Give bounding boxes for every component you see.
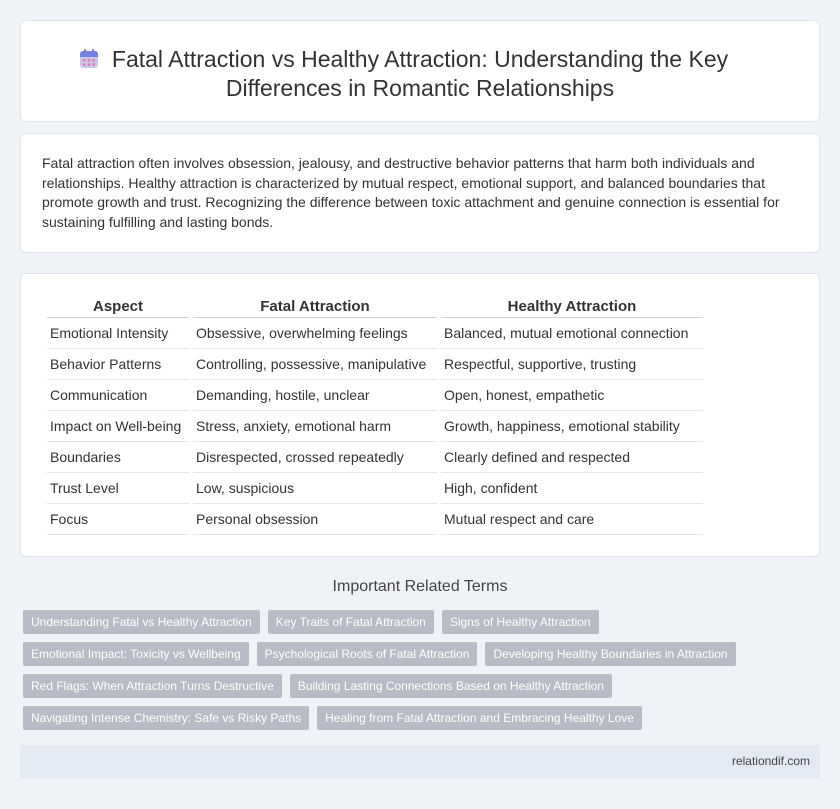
related-term-tag[interactable]: Developing Healthy Boundaries in Attraction [485, 642, 735, 666]
related-term-tag[interactable]: Psychological Roots of Fatal Attraction [257, 642, 478, 666]
table-row [47, 380, 703, 411]
comparison-table [43, 296, 707, 535]
column-header-aspect: Aspect [47, 296, 189, 318]
intro-card [20, 133, 820, 253]
related-term-tag[interactable]: Red Flags: When Attraction Turns Destructive [23, 674, 282, 698]
table-cell: Emotional Intensity [47, 318, 189, 349]
table-cell: Clearly defined and respected [441, 442, 703, 473]
tag-row [23, 642, 813, 666]
column-header-healthy: Healthy Attraction [441, 296, 703, 318]
table-row [47, 318, 703, 349]
table-cell: Growth, happiness, emotional stability [441, 411, 703, 442]
table-row [47, 349, 703, 380]
table-cell: Controlling, possessive, manipulative [193, 349, 437, 380]
table-cell: Demanding, hostile, unclear [193, 380, 437, 411]
table-cell: Trust Level [47, 473, 189, 504]
footer [20, 745, 820, 778]
site-name[interactable]: relationdif.com [731, 754, 810, 768]
table-row [47, 442, 703, 473]
related-term-tag[interactable]: Understanding Fatal vs Healthy Attraction [23, 610, 260, 634]
table-cell: Focus [47, 504, 189, 535]
table-cell: Stress, anxiety, emotional harm [193, 411, 437, 442]
related-terms-list [23, 610, 813, 738]
related-term-tag[interactable]: Healing from Fatal Attraction and Embracing Healthy Love [317, 706, 642, 730]
table-cell: Mutual respect and care [441, 504, 703, 535]
related-term-tag[interactable]: Key Traits of Fatal Attraction [268, 610, 434, 634]
related-term-tag[interactable]: Building Lasting Connections Based on Healthy Attraction [290, 674, 612, 698]
table-cell: High, confident [441, 473, 703, 504]
related-term-tag[interactable]: Emotional Impact: Toxicity vs Wellbeing [23, 642, 249, 666]
table-cell: Boundaries [47, 442, 189, 473]
comparison-card [20, 273, 820, 557]
page-title: Fatal Attraction vs Healthy Attraction: Understanding the Key Differences in Romantic Relationships [111, 46, 729, 101]
table-header-row [47, 296, 703, 318]
intro-paragraph: Fatal attraction often involves obsession, jealousy, and destructive behavior patterns that harm both individuals and relationships. Healthy attraction is characterized by mutual respect, emotional support, and balanced boundaries that promote growth and trust. Recognizing the difference between toxic attachment and genuine connection is essential for sustaining fulfilling and lasting bonds. [42, 155, 780, 230]
table-cell: Balanced, mutual emotional connection [441, 318, 703, 349]
tag-row [23, 706, 813, 730]
related-term-tag[interactable]: Navigating Intense Chemistry: Safe vs Risky Paths [23, 706, 309, 730]
column-header-fatal: Fatal Attraction [193, 296, 437, 318]
table-cell: Disrespected, crossed repeatedly [193, 442, 437, 473]
table-cell: Open, honest, empathetic [441, 380, 703, 411]
table-row [47, 504, 703, 535]
related-terms-title: Important Related Terms [332, 578, 508, 595]
tag-row [23, 610, 813, 634]
table-cell: Low, suspicious [193, 473, 437, 504]
table-cell: Respectful, supportive, trusting [441, 349, 703, 380]
table-row [47, 473, 703, 504]
table-cell: Communication [47, 380, 189, 411]
tag-row [23, 674, 813, 698]
related-term-tag[interactable]: Signs of Healthy Attraction [442, 610, 599, 634]
table-row [47, 411, 703, 442]
table-cell: Impact on Well-being [47, 411, 189, 442]
table-cell: Personal obsession [193, 504, 437, 535]
table-cell: Obsessive, overwhelming feelings [193, 318, 437, 349]
title-card [20, 20, 820, 122]
table-cell: Behavior Patterns [47, 349, 189, 380]
